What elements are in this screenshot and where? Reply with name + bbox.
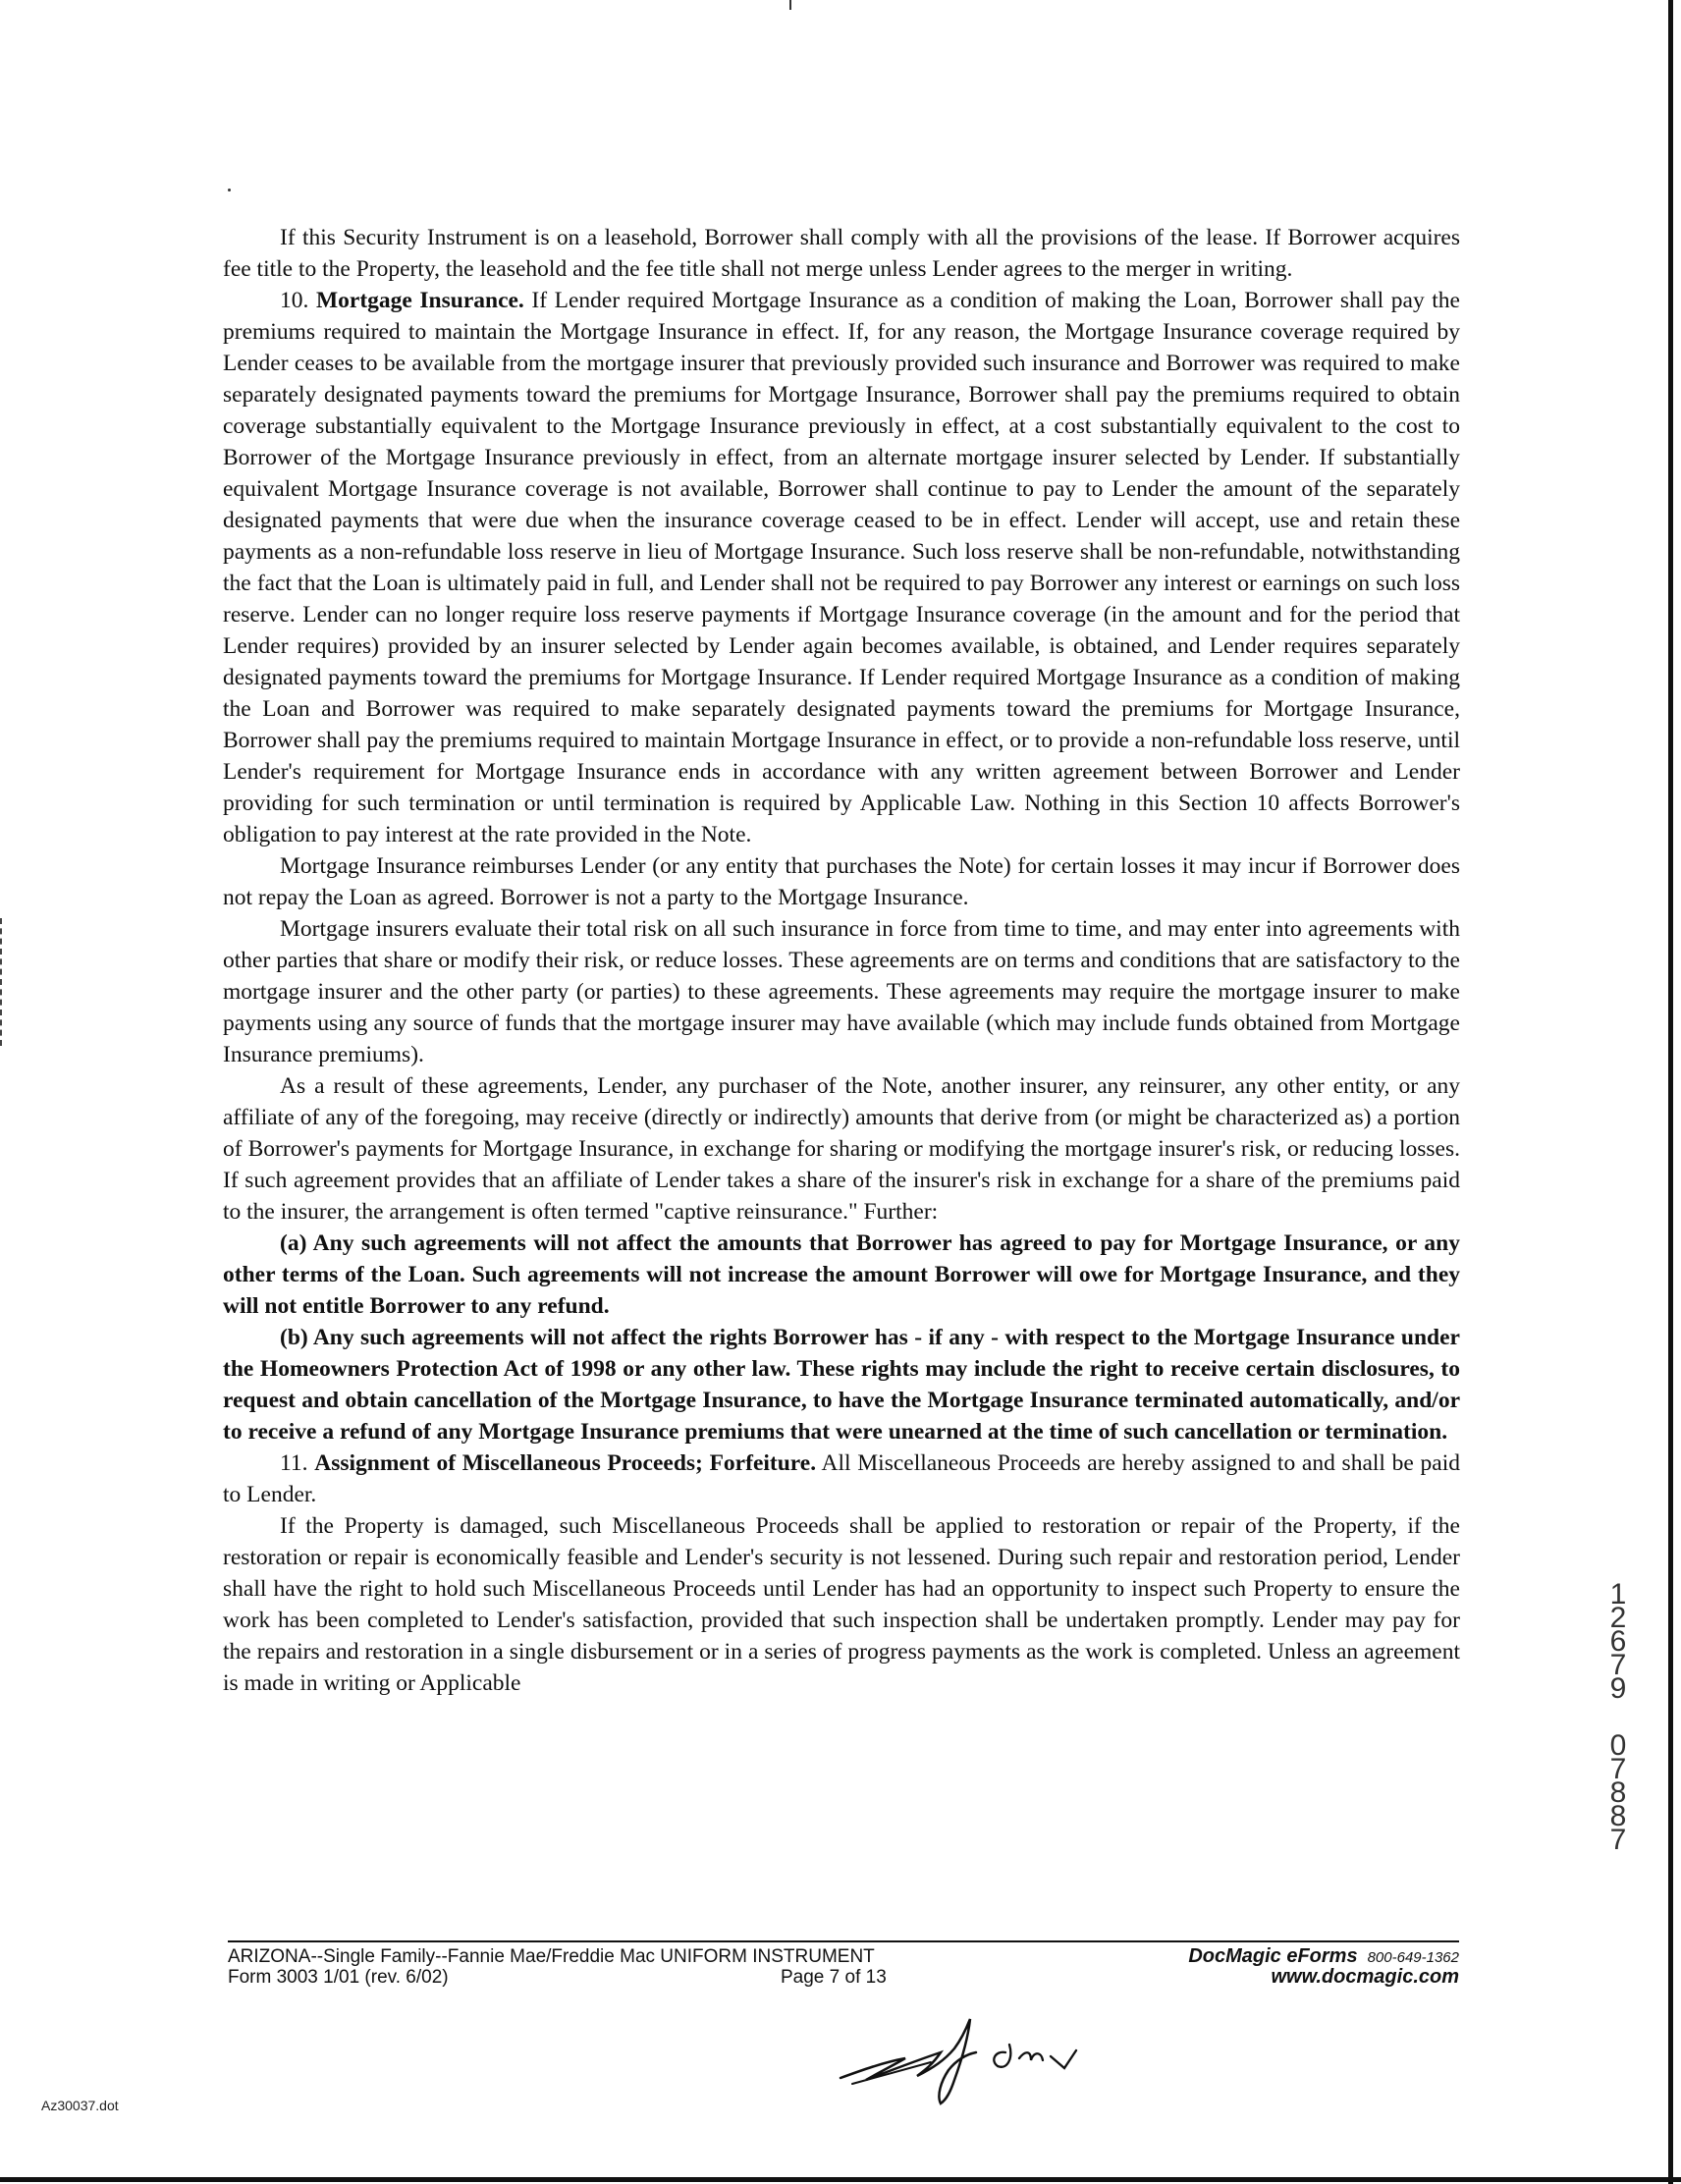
form-title: ARIZONA--Single Family--Fannie Mae/Freddie Mac UNIFORM INSTRUMENT <box>228 1946 875 1967</box>
file-code: Az30037.dot <box>41 2098 119 2113</box>
paragraph-property-damaged: If the Property is damaged, such Miscellaneous Proceeds shall be applied to restoration or repair of the Property, if the restoration or repair is economically feasible and Lender's security is not lessened. During such repair and restoration period, Lender shall have the right to hold such Miscellaneous Proceeds until Lender has had an opportunity to inspect such Property to ensure the work has been completed to Lender's satisfaction, provided that such inspection shall be undertaken promptly. Lender may pay for the repairs and restoration in a single disbursement or in a series of progress payments as the work is completed. Unless an agreement is made in writing or Applicable <box>223 1513 1460 1696</box>
signature-initials <box>823 2001 1137 2109</box>
initials-stroke-1 <box>840 2019 976 2103</box>
section-number: 10. <box>280 288 309 313</box>
scan-mark-left <box>0 918 6 1046</box>
paragraph-mi-reimburses: Mortgage Insurance reimburses Lender (or any entity that purchases the Note) for certain losses it may incur if Borrower does not repay the Loan as agreed. Borrower is not a party to the Mortgage Insurance. <box>223 853 1460 910</box>
paragraph-section-10: 10. Mortgage Insurance. If Lender required Mortgage Insurance as a condition of making the Loan, Borrower shall pay the premiums required to maintain the Mortgage Insurance in effect. If, for any reason, the Mortgage Insurance coverage required by Lender ceases to be available from the mortgage insurer that previously provided such insurance and Borrower was required to make separately designated payments toward the premiums for Mortgage Insurance, Borrower shall pay the premiums required to obtain coverage substantially equivalent to the Mortgage Insurance previously in effect, at a cost substantially equivalent to the cost to Borrower of the Mortgage Insurance previously in effect, from an alternate mortgage insurer selected by Lender. If substantially equivalent Mortgage Insurance coverage is not available, Borrower shall continue to pay to Lender the amount of the separately designated payments that were due when the insurance coverage ceased to be in effect. Lender will accept, use and retain these payments as a non-refundable loss reserve in lieu of Mortgage Insurance. Such loss reserve shall be non-refundable, notwithstanding the fact that the Loan is ultimately paid in full, and Lender shall not be required to pay Borrower any interest or earnings on such loss reserve. Lender can no longer require loss reserve payments if Mortgage Insurance coverage (in the amount and for the period that Lender requires) provided by an insurer selected by Lender again becomes available, is obtained, and Lender requires separately designated payments toward the premiums for Mortgage Insurance. If Lender required Mortgage Insurance as a condition of making the Loan and Borrower was required to make separately designated payments toward the premiums for Mortgage Insurance, Borrower shall pay the premiums required to maintain Mortgage Insurance in effect, or to provide a non-refundable loss reserve, until Lender's requirement for Mortgage Insurance ends in accordance with any written agreement between Borrower and Lender providing for such termination or until termination is required by Applicable Law. Nothing in this Section 10 affects Borrower's obligation to pay interest at the rate provided in the Note. <box>223 288 1460 847</box>
form-number: Form 3003 1/01 (rev. 6/02) <box>228 1967 449 1988</box>
initials-stroke-3 <box>994 2045 1076 2068</box>
section-heading: Mortgage Insurance. <box>315 288 524 313</box>
side-reference-number: 1 2 6 7 9 0 7 8 8 7 <box>1609 1578 1627 1856</box>
form-footer <box>228 1940 1459 1988</box>
paragraph-leasehold: If this Security Instrument is on a leasehold, Borrower shall comply with all the provisions of the lease. If Borrower acquires fee title to the Property, the leasehold and the fee title shall not merge unless Lender agrees to the merger in writing. <box>223 225 1460 282</box>
brand-name: DocMagic eForms <box>1188 1945 1358 1967</box>
docmagic-brand <box>1188 1946 1459 1968</box>
docmagic-website: www.docmagic.com <box>1271 1966 1459 1988</box>
scan-mark-top <box>789 0 791 10</box>
scan-edge-right <box>1668 0 1673 2184</box>
paragraph-mi-insurers: Mortgage insurers evaluate their total risk on all such insurance in force from time to time, and may enter into agreements with other parties that share or modify their risk, or reduce losses. These agreements are on terms and conditions that are satisfactory to the mortgage insurer and the other party (or parties) to these agreements. These agreements may require the mortgage insurer to make payments using any source of funds that the mortgage insurer may have available (which may include funds obtained from Mortgage Insurance premiums). <box>223 916 1460 1067</box>
paragraph-sub-a: (a) Any such agreements will not affect the amounts that Borrower has agreed to pay for Mortgage Insurance, or any other terms of the Loan. Such agreements will not increase the amount Borrower will owe for Mortgage Insurance, and they will not entitle Borrower to any refund. <box>223 1230 1460 1319</box>
paragraph-section-11: 11. Assignment of Miscellaneous Proceeds; Forfeiture. All Miscellaneous Proceeds are hereby assigned to and shall be paid to Lender. <box>223 1450 1460 1507</box>
brand-phone: 800-649-1362 <box>1367 1949 1459 1966</box>
scan-speck <box>228 189 231 191</box>
scan-edge-bottom <box>0 2177 1681 2182</box>
page-number: Page 7 of 13 <box>781 1967 887 1988</box>
section-heading: Assignment of Miscellaneous Proceeds; Forfeiture. <box>314 1450 817 1476</box>
paragraph-agreements-result: As a result of these agreements, Lender, any purchaser of the Note, another insurer, any reinsurer, any other entity, or any affiliate of any of the foregoing, may receive (directly or indirectly) amounts that derive from (or might be characterized as) a portion of Borrower's payments for Mortgage Insurance, in exchange for sharing or modifying the mortgage insurer's risk, or reducing losses. If such agreement provides that an affiliate of Lender takes a share of the insurer's risk in exchange for a share of the premiums paid to the insurer, the arrangement is often termed "captive reinsurance." Further: <box>223 1073 1460 1225</box>
document-body <box>223 222 1460 1699</box>
paragraph-sub-b: (b) Any such agreements will not affect the rights Borrower has - if any - with respect to the Mortgage Insurance under the Homeowners Protection Act of 1998 or any other law. These rights may include the right to receive certain disclosures, to request and obtain cancellation of the Mortgage Insurance, to have the Mortgage Insurance terminated automatically, and/or to receive a refund of any Mortgage Insurance premiums that were unearned at the time of such cancellation or termination. <box>223 1325 1460 1445</box>
section-number: 11. <box>280 1450 308 1476</box>
